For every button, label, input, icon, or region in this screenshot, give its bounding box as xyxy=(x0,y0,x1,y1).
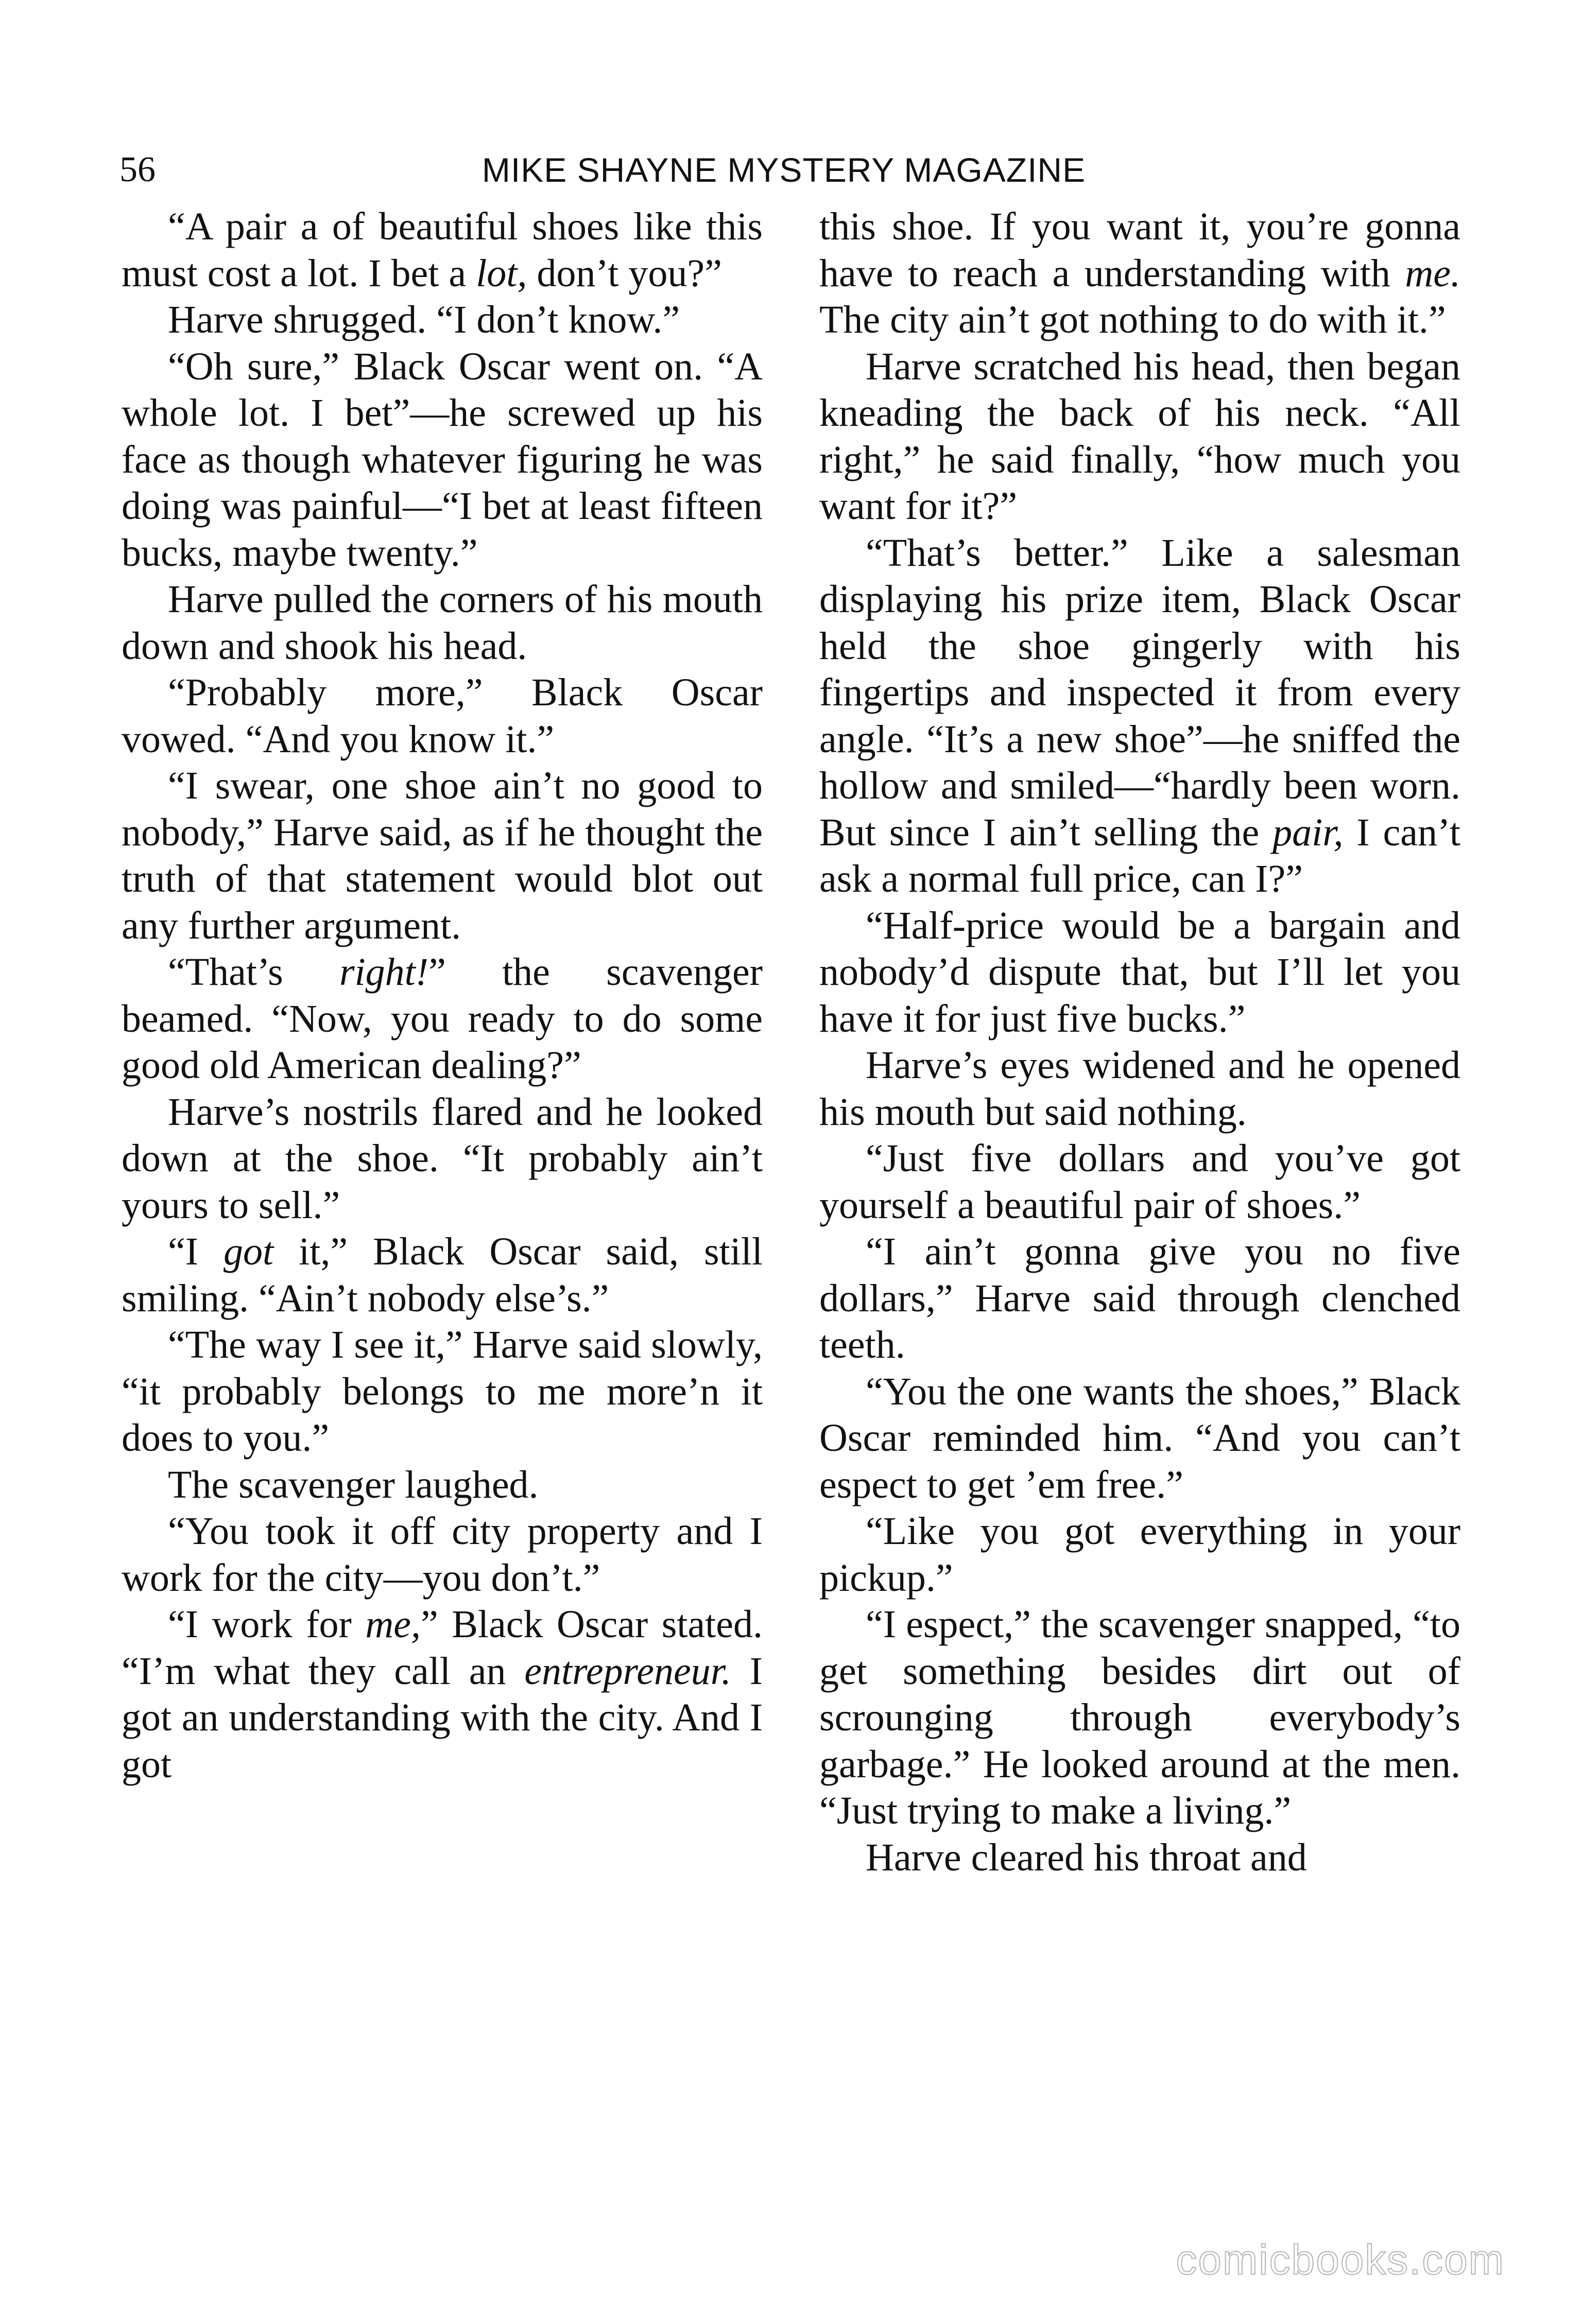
text-run: this shoe. If you want it, you’re gonna have to reach a understanding with xyxy=(819,205,1460,295)
paragraph xyxy=(819,1135,1460,1228)
text-run: “A pair a of beautiful shoes like this must cost a lot. I bet a xyxy=(122,205,763,295)
text-run: don’t you?” xyxy=(527,251,722,295)
text-run: “That’s xyxy=(168,950,339,994)
paragraph xyxy=(819,1228,1460,1368)
text-run: it,” Black Oscar said, still smiling. “Ain’t nobody else’s.” xyxy=(122,1230,763,1320)
text-run: Harve’s eyes widened and he opened his mouth but said nothing. xyxy=(819,1044,1460,1134)
text-run: Harve’s nostrils flared and he looked down at the shoe. “It probably ain’t yours to sell.” xyxy=(122,1090,763,1227)
paragraph xyxy=(819,903,1460,1043)
paragraph xyxy=(122,343,763,577)
paragraph xyxy=(122,1089,763,1229)
text-run: “That’s better.” Like a salesman displaying his prize item, Black Oscar held the shoe gingerly with his fingertips and inspected it from every angle. “It’s a new shoe”—he sniffed the hollow and smiled—“hardly been worn. But since I ain’t selling the xyxy=(819,531,1460,854)
text-run: ” the scavenger beamed. “Now, you ready to do some good old American dealing?” xyxy=(122,950,763,1087)
paragraph xyxy=(819,1508,1460,1601)
paragraph xyxy=(122,1462,763,1508)
paragraph xyxy=(122,1322,763,1462)
text-run: “I work for xyxy=(168,1603,366,1646)
paragraph xyxy=(122,949,763,1089)
text-run: ” Black Oscar stated. “I’m what they call an xyxy=(122,1603,763,1693)
running-head: MIKE SHAYNE MYSTERY MAGAZINE xyxy=(482,151,1086,189)
text-run: The city ain’t got nothing to do with it.” xyxy=(819,298,1446,341)
paragraph xyxy=(819,1601,1460,1834)
watermark: comicbooks.com xyxy=(1176,2236,1505,2283)
text-run: “Just five dollars and you’ve got yourself a beautiful pair of shoes.” xyxy=(819,1137,1460,1227)
paragraph xyxy=(819,203,1460,343)
text-run: The scavenger laughed. xyxy=(168,1463,539,1506)
text-run: Harve scratched his head, then began kneading the back of his neck. “All right,” he said finally, “how much you want for it?” xyxy=(819,344,1460,528)
text-run: “You took it off city property and I work for the city—you don’t.” xyxy=(122,1510,763,1600)
left-column xyxy=(122,203,763,2170)
text-run: “The way I see it,” Harve said slowly, “it probably belongs to me more’n it does to you.” xyxy=(122,1323,763,1460)
paragraph xyxy=(122,203,763,297)
text-run: Harve cleared his throat and xyxy=(866,1835,1307,1879)
text-run: “Oh sure,” Black Oscar went on. “A whole lot. I bet”—he screwed up his face as though whatever figuring he was doing was painful—“I bet at least fifteen bucks, maybe twenty.” xyxy=(122,344,763,575)
text-run: lot, xyxy=(476,251,527,295)
text-run: I can’t ask a normal full price, can I?” xyxy=(819,810,1460,900)
text-run: me, xyxy=(365,1603,421,1646)
paragraph xyxy=(819,343,1460,530)
text-run: Harve pulled the corners of his mouth down and shook his head. xyxy=(122,578,763,668)
paragraph xyxy=(819,530,1460,903)
text-run: “I ain’t gonna give you no five dollars,” Harve said through clenched teeth. xyxy=(819,1230,1460,1366)
right-column xyxy=(819,203,1460,2170)
text-run: Harve shrugged. “I don’t know.” xyxy=(168,298,680,341)
paragraph xyxy=(122,297,763,343)
text-run: “Half-price would be a bargain and nobody’d dispute that, but I’ll let you have it for just five bucks.” xyxy=(819,904,1460,1040)
text-run: got xyxy=(223,1230,274,1273)
paragraph xyxy=(122,1601,763,1788)
page-number: 56 xyxy=(119,150,156,189)
text-run: “Like you got everything in your pickup.” xyxy=(819,1510,1460,1600)
paragraph xyxy=(819,1042,1460,1135)
page-header xyxy=(119,144,1448,196)
paragraph xyxy=(819,1368,1460,1508)
text-run: entrepreneur. xyxy=(524,1649,731,1693)
paragraph xyxy=(122,762,763,949)
text-run: “I espect,” the scavenger snapped, “to get something besides dirt out of scrounging through everybody’s garbage.” He looked around at the men. “Just trying to make a living.” xyxy=(819,1603,1460,1832)
text-run: “I xyxy=(168,1230,224,1273)
paragraph xyxy=(819,1834,1460,1881)
paragraph xyxy=(122,576,763,669)
text-columns xyxy=(122,203,1460,2170)
paragraph xyxy=(122,669,763,762)
paragraph xyxy=(122,1228,763,1322)
text-run: “You the one wants the shoes,” Black Oscar reminded him. “And you can’t espect to get ’em free.” xyxy=(819,1369,1460,1506)
text-run: me. xyxy=(1405,251,1460,295)
text-run: I got an understanding with the city. And I got xyxy=(122,1649,763,1786)
text-run: “I swear, one shoe ain’t no good to nobody,” Harve said, as if he thought the truth of that statement would blot out any further argument. xyxy=(122,764,763,947)
text-run: pair, xyxy=(1273,810,1344,854)
paragraph xyxy=(122,1508,763,1601)
text-run: right! xyxy=(339,950,429,994)
text-run: “Probably more,” Black Oscar vowed. “And you know it.” xyxy=(122,671,763,761)
